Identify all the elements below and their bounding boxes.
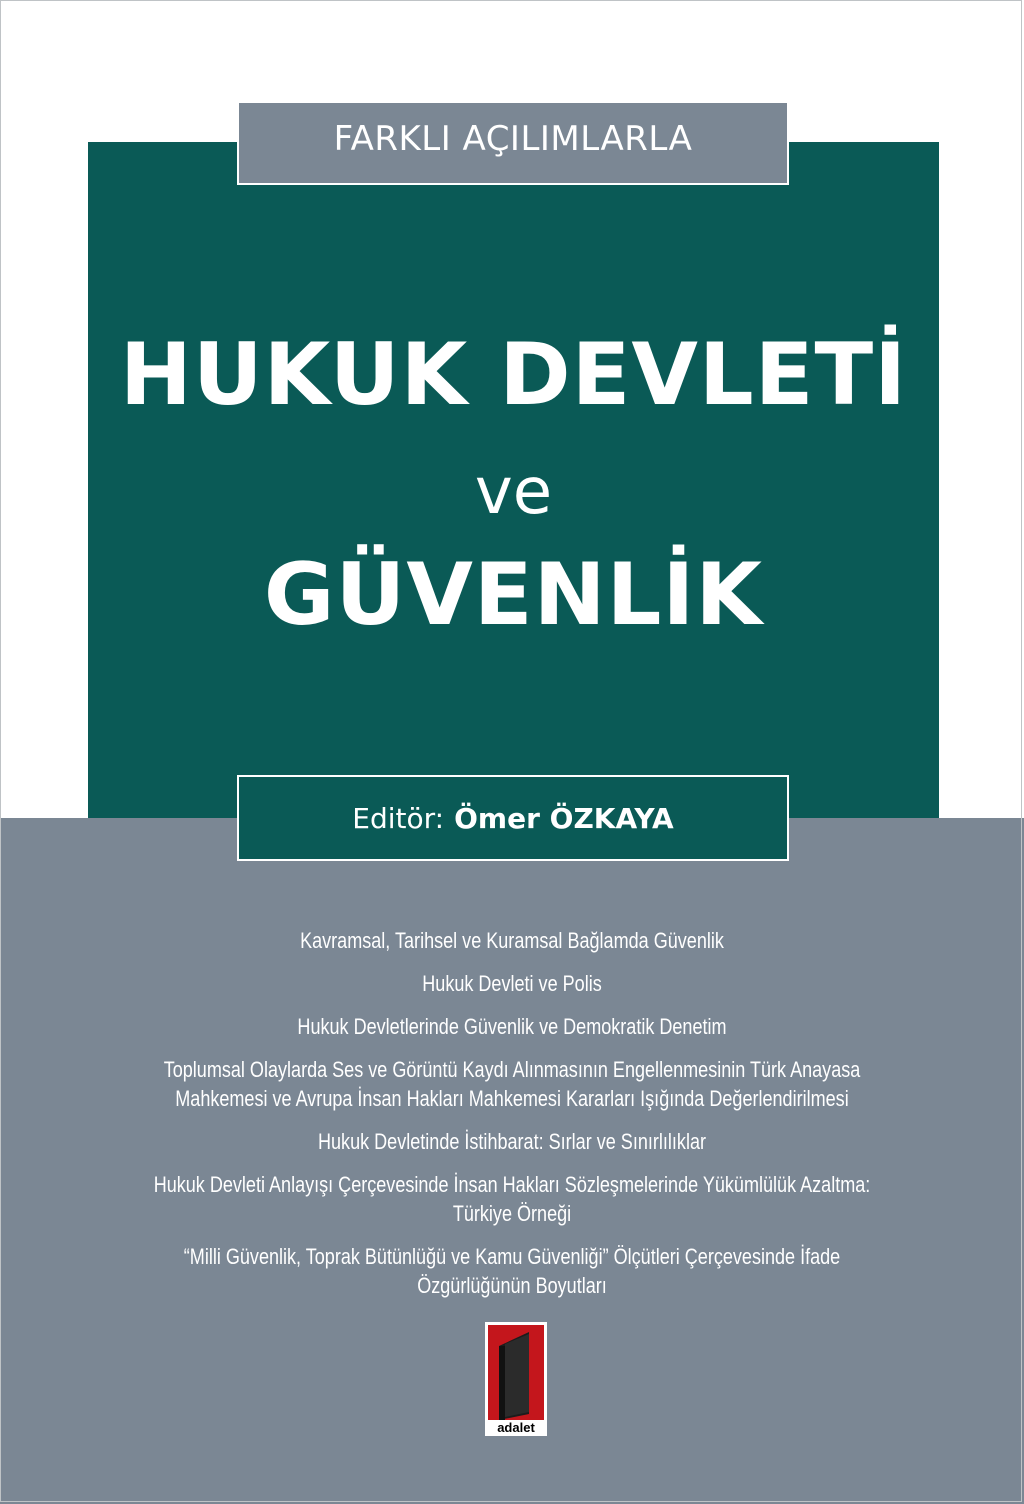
contents-item: Hukuk Devletinde İstihbarat: Sırlar ve Sınırlılıklar [317,1129,707,1154]
contents-item: Hukuk Devleti Anlayışı Çerçevesinde İnsan Hakları Sözleşmelerinde Yükümlülük Azaltma: Türkiye Örneği [153,1172,871,1226]
contents-item: Kavramsal, Tarihsel ve Kuramsal Bağlamda Güvenlik [300,928,724,953]
book-title-line-2: ve [474,455,553,529]
book-title-line-3: GÜVENLİK [263,545,764,645]
series-label: FARKLI AÇILIMLARLA [333,119,693,159]
contents-list [40,926,984,1314]
contents-item: “Milli Güvenlik, Toprak Bütünlüğü ve Kamu Güvenliği” Ölçütleri Çerçevesinde İfade Özgürlüğünün Boyutları [183,1244,841,1298]
contents-item: Hukuk Devletlerinde Güvenlik ve Demokratik Denetim [297,1014,727,1039]
contents-item: Toplumsal Olaylarda Ses ve Görüntü Kaydı Alınmasının Engellenmesinin Türk Anayasa Mahkemesi ve Avrupa İnsan Hakları Mahkemesi Kararları Işığında Değerlendirilmesi [163,1057,861,1111]
editor-label: Editör: [352,801,445,835]
book-title-line-1: HUKUK DEVLETİ [119,325,908,425]
editor-name: Ömer ÖZKAYA [454,801,674,835]
publisher-name: adalet [485,1420,547,1436]
publisher-logo-icon [485,1322,547,1434]
series-label-box [237,101,789,185]
editor-box [237,775,789,861]
contents-item: Hukuk Devleti ve Polis [422,971,602,996]
